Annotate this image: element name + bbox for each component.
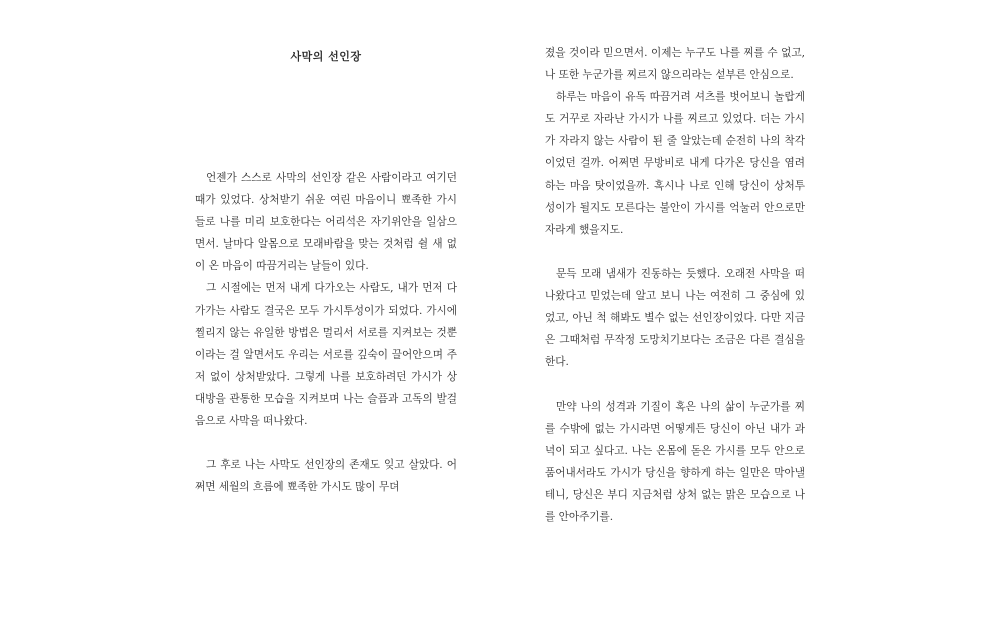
paragraph-6: 만약 나의 성격과 기질이 혹은 나의 삶이 누군가를 찌를 수밖에 없는 가시라면 어떻게든 당신이 아닌 내가 과녁이 되고 싶다고. 나는 온몸에 돋은 가시를 모두 안으로 품어내서라도 가시가 당신을 향하게 하는 일만은 막아낼 테니, 당신은 부디 지금처럼 상처 없는 맑은 모습으로 나를 안아주기를. [545,400,805,523]
right-page [545,0,805,634]
right-body-text [545,42,805,528]
page-title: 사막의 선인장 [290,50,362,63]
paragraph-4: 하루는 마음이 유독 따끔거려 셔츠를 벗어보니 놀랍게도 거꾸로 자라난 가시가 나를 찌르고 있었다. 더는 가시가 자라지 않는 사람이 된 줄 알았는데 순전히 나의 착각이었던 걸까. 어쩌면 무방비로 내게 다가온 당신을 염려하는 마음 탓이었을까. 혹시나 나로 인해 당신이 상처투성이가 될지도 모른다는 불안이 가시를 억눌러 안으로만 자라게 했을지도. [545,91,805,236]
paragraph-3-continued: 졌을 것이라 믿으면서. 이제는 누구도 나를 찌를 수 없고, 나 또한 누군가를 찌르지 않으리라는 섣부른 안심으로. [545,47,805,82]
paragraph-gap [545,373,805,395]
left-page [195,0,457,634]
paragraph-5: 문득 모래 냄새가 진동하는 듯했다. 오래전 사막을 떠나왔다고 믿었는데 알고 보니 나는 여전히 그 중심에 있었고, 아닌 척 해봐도 별수 없는 선인장이었다. 다만 지금은 그때처럼 무작정 도망치기보다는 조금은 다른 결심을 한다. [545,267,805,369]
paragraph-gap [545,241,805,263]
paragraph-3: 그 후로 나는 사막도 선인장의 존재도 잊고 살았다. 어쩌면 세월의 흐름에 뾰족한 가시도 많이 무뎌 [195,459,457,494]
paragraph-gap [195,432,457,454]
paragraph-2: 그 시절에는 먼저 내게 다가오는 사람도, 내가 먼저 다가가는 사람도 결국은 모두 가시투성이가 되었다. 가시에 찔리지 않는 유일한 방법은 멀리서 서로를 지켜보는 것뿐이라는 걸 알면서도 우리는 서로를 깊숙이 끌어안으며 주저 없이 상처받았다. 그렇게 나를 보호하려던 가시가 상대방을 관통한 모습을 지켜보며 나는 슬픔과 고독의 발걸음으로 사막을 떠나왔다. [195,282,457,428]
paragraph-1: 언젠가 스스로 사막의 선인장 같은 사람이라고 여기던 때가 있었다. 상처받기 쉬운 여린 마음이니 뾰족한 가시들로 나를 미리 보호한다는 어리석은 자기위안을 일삼으면서. 날마다 알몸으로 모래바람을 맞는 것처럼 쉴 새 없이 온 마음이 따끔거리는 날들이 있다. [195,172,457,273]
left-body-text [195,167,457,498]
